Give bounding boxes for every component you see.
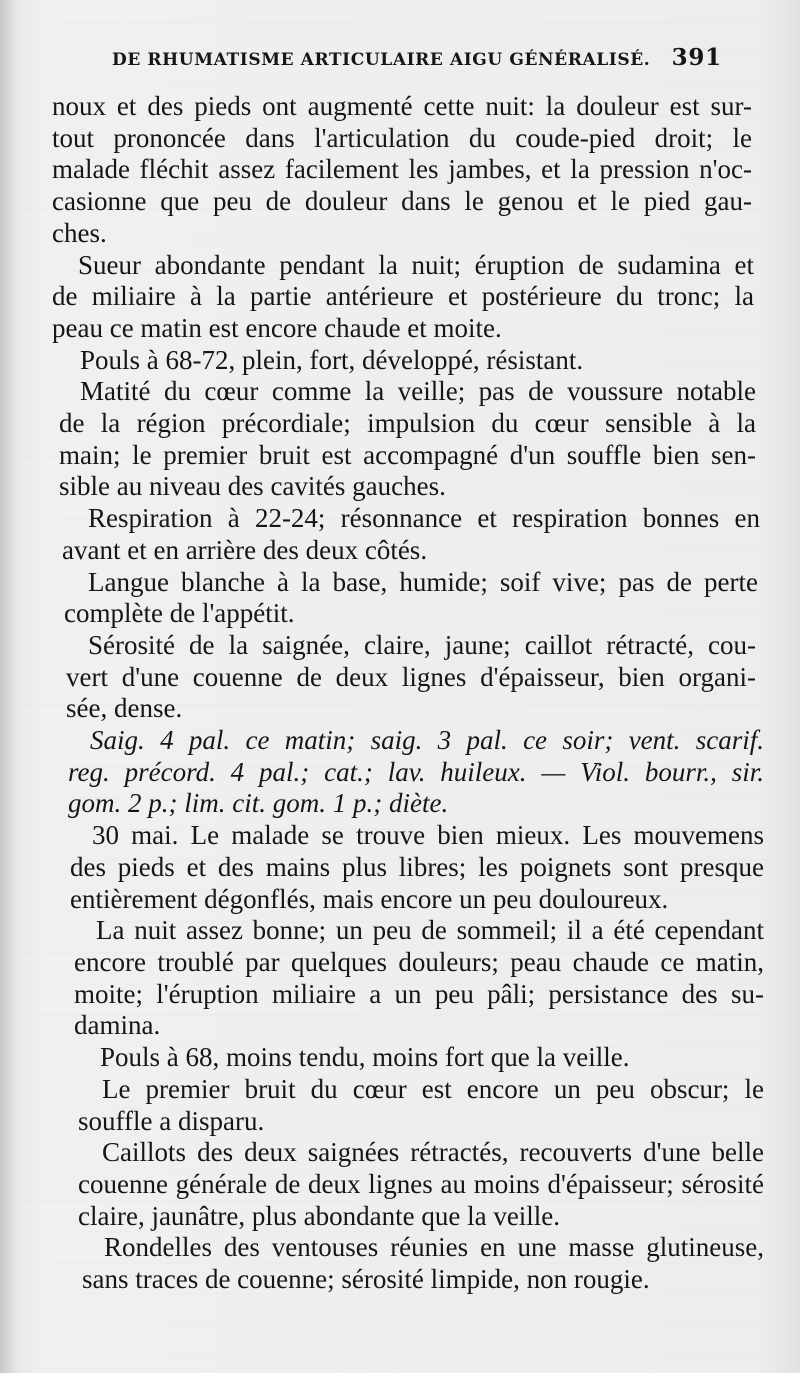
text-line: malade fléchit assez facilement les jambes, et la pression n'oc-	[52, 154, 752, 185]
text-line: moite; l'éruption miliaire a un peu pâli; persistance des su-	[74, 978, 764, 1009]
text-line: Sérosité de la saignée, claire, jaune; caillot rétracté, cou-	[88, 629, 756, 660]
text-line: 30 mai. Le malade se trouve bien mieux. Les mouvemens	[92, 820, 764, 851]
text-line: souffle a disparu.	[78, 1105, 265, 1136]
text-line: Pouls à 68-72, plein, fort, développé, résistant.	[80, 344, 584, 375]
text-line: vert d'une couenne de deux lignes d'épaisseur, bien organi-	[66, 661, 756, 692]
text-line: encore troublé par quelques douleurs; peau chaude ce matin,	[74, 946, 764, 977]
page-header	[112, 44, 722, 78]
text-line: damina.	[74, 1010, 161, 1041]
text-line: Saig. 4 pal. ce matin; saig. 3 pal. ce soir; vent. scarif.	[90, 725, 764, 756]
text-line: ches.	[52, 217, 107, 248]
text-line: tout prononcée dans l'articulation du coude-pied droit; le	[52, 122, 752, 153]
text-line: couenne générale de deux lignes au moins d'épaisseur; sérosité	[78, 1168, 764, 1199]
text-line: claire, jaunâtre, plus abondante que la veille.	[78, 1200, 561, 1231]
text-line: peau ce matin est encore chaude et moite.	[52, 312, 502, 343]
text-line: sans traces de couenne; sérosité limpide, non rougie.	[82, 1264, 650, 1295]
text-line: de la région précordiale; impulsion du cœur sensible à la	[59, 408, 756, 439]
text-line: Sueur abondante pendant la nuit; éruption de sudamina et	[78, 249, 754, 280]
text-line: de miliaire à la partie antérieure et postérieure du tronc; la	[52, 281, 754, 312]
text-line: noux et des pieds ont augmenté cette nuit: la douleur est sur-	[52, 91, 752, 121]
text-line: Pouls à 68, moins tendu, moins fort que la veille.	[100, 1042, 630, 1073]
text-line: gom. 2 p.; lim. cit. gom. 1 p.; diète.	[68, 788, 449, 819]
text-line: des pieds et des mains plus libres; les poignets sont presque	[70, 851, 764, 882]
text-line: La nuit assez bonne; un peu de sommeil; il a été cependant	[96, 915, 764, 946]
text-line: Langue blanche à la base, humide; soif vive; pas de perte	[88, 566, 758, 597]
text-line: casionne que peu de douleur dans le genou et le pied gau-	[52, 186, 752, 217]
text-line: Le premier bruit du cœur est encore un peu obscur; le	[102, 1073, 764, 1104]
text-line: entièrement dégonflés, mais encore un peu douloureux.	[70, 883, 669, 914]
body-text	[52, 91, 764, 1296]
text-line: sible au niveau des cavités gauches.	[59, 471, 446, 502]
text-line: Matité du cœur comme la veille; pas de voussure notable	[80, 376, 756, 407]
text-line: reg. précord. 4 pal.; cat.; lav. huileux. — Viol. bourr., sir.	[68, 756, 764, 787]
page-number: 391	[671, 44, 722, 71]
text-line: complète de l'appétit.	[64, 598, 295, 629]
running-title: DE RHUMATISME ARTICULAIRE AIGU GÉNÉRALISÉ.	[112, 50, 651, 70]
text-line: sée, dense.	[66, 693, 183, 724]
text-line: main; le premier bruit est accompagné d'un souffle bien sen-	[59, 439, 756, 470]
text-line: Respiration à 22-24; résonnance et respiration bonnes en	[88, 503, 760, 534]
text-line: Rondelles des ventouses réunies en une masse glutineuse,	[104, 1232, 764, 1263]
text-line: avant et en arrière des deux côtés.	[62, 534, 428, 565]
text-line: Caillots des deux saignées rétractés, recouverts d'une belle	[102, 1137, 764, 1168]
